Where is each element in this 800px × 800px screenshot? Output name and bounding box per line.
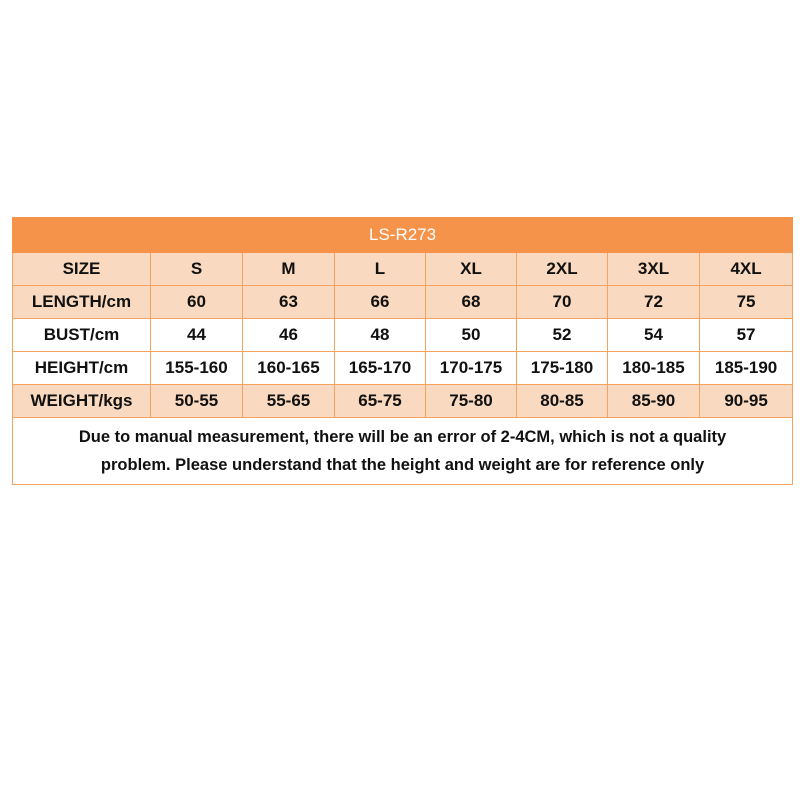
table-cell: 180-185 — [608, 352, 700, 385]
table-cell: 65-75 — [335, 385, 426, 418]
note-row — [13, 418, 793, 485]
table-row-bust — [13, 319, 793, 352]
table-cell: 50-55 — [151, 385, 243, 418]
table-row-height — [13, 352, 793, 385]
column-header: M — [243, 253, 335, 286]
measurement-note: Due to manual measurement, there will be an error of 2-4CM, which is not a quality problem. Please understand that the height and weight are for reference only — [13, 418, 793, 485]
table-cell: 46 — [243, 319, 335, 352]
row-label: WEIGHT/kgs — [13, 385, 151, 418]
size-header-row — [13, 253, 793, 286]
table-cell: 72 — [608, 286, 700, 319]
table-cell: 44 — [151, 319, 243, 352]
table-cell: 75-80 — [426, 385, 517, 418]
table-cell: 52 — [517, 319, 608, 352]
table-title: LS-R273 — [13, 218, 793, 253]
table-cell: 54 — [608, 319, 700, 352]
row-label: BUST/cm — [13, 319, 151, 352]
table-cell: 57 — [700, 319, 793, 352]
table-row-weight — [13, 385, 793, 418]
table-cell: 155-160 — [151, 352, 243, 385]
size-chart-table — [12, 217, 793, 485]
table-cell: 75 — [700, 286, 793, 319]
row-label: LENGTH/cm — [13, 286, 151, 319]
table-cell: 90-95 — [700, 385, 793, 418]
table-cell: 70 — [517, 286, 608, 319]
table-row-length — [13, 286, 793, 319]
table-cell: 48 — [335, 319, 426, 352]
title-row — [13, 218, 793, 253]
table-cell: 160-165 — [243, 352, 335, 385]
table-cell: 85-90 — [608, 385, 700, 418]
table-cell: 50 — [426, 319, 517, 352]
table-cell: 165-170 — [335, 352, 426, 385]
table-cell: 170-175 — [426, 352, 517, 385]
table-cell: 175-180 — [517, 352, 608, 385]
table-cell: 68 — [426, 286, 517, 319]
row-label: HEIGHT/cm — [13, 352, 151, 385]
table-cell: 185-190 — [700, 352, 793, 385]
column-header: S — [151, 253, 243, 286]
table-cell: 55-65 — [243, 385, 335, 418]
column-header: L — [335, 253, 426, 286]
column-header: 2XL — [517, 253, 608, 286]
column-header: XL — [426, 253, 517, 286]
table-cell: 60 — [151, 286, 243, 319]
column-header: 4XL — [700, 253, 793, 286]
column-header: SIZE — [13, 253, 151, 286]
table-cell: 80-85 — [517, 385, 608, 418]
table-cell: 66 — [335, 286, 426, 319]
table-cell: 63 — [243, 286, 335, 319]
column-header: 3XL — [608, 253, 700, 286]
